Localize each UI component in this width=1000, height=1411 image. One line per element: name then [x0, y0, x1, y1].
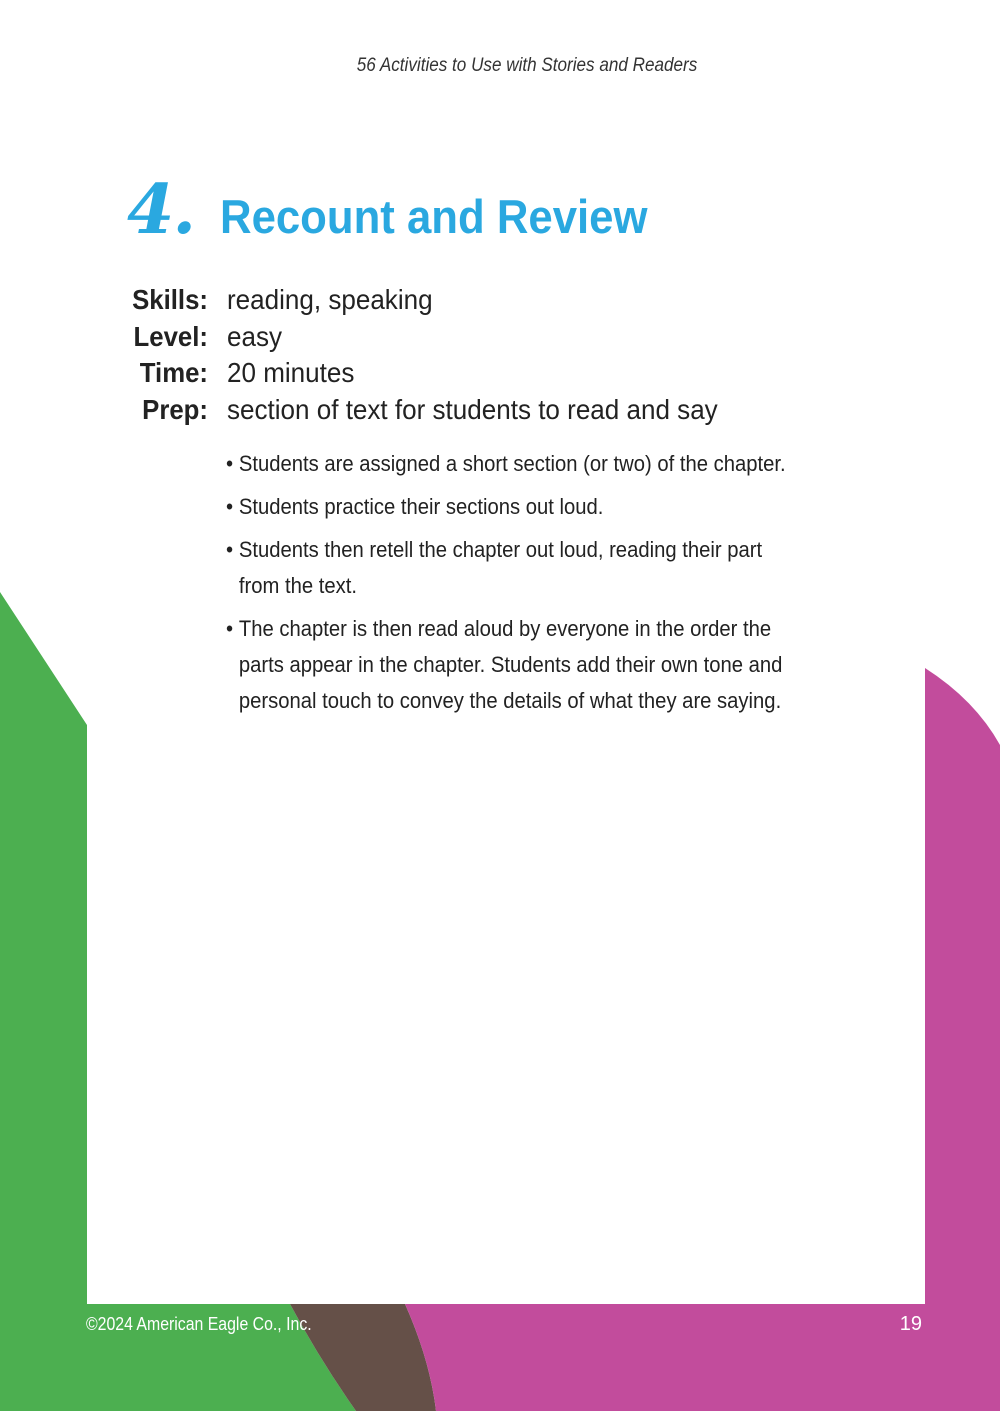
meta-label: Skills:: [132, 284, 208, 316]
magenta-shape: [405, 668, 1000, 1411]
meta-time: [100, 355, 755, 392]
meta-value: 20 minutes: [227, 357, 355, 389]
activity-meta: [100, 282, 755, 428]
list-item: • Students then retell the chapter out loud, reading their part from the text.: [226, 532, 815, 604]
list-item: • Students are assigned a short section (or two) of the chapter.: [226, 446, 815, 482]
meta-label: Time:: [139, 357, 208, 389]
bullet-icon: •: [226, 537, 234, 562]
bullet-icon: •: [226, 494, 234, 519]
activity-number: 4.: [127, 170, 194, 250]
list-item: • The chapter is then read aloud by everyone in the order the parts appear in the chapter. Students add their own tone and personal touch to convey the details of what they are saying.: [226, 611, 815, 719]
activity-heading: [127, 170, 680, 250]
copyright: ©2024 American Eagle Co., Inc.: [86, 1314, 312, 1334]
bullet-icon: •: [226, 616, 234, 641]
meta-value: reading, speaking: [227, 284, 433, 316]
meta-label: Level:: [133, 320, 208, 352]
running-head: 56 Activities to Use with Stories and Readers: [356, 55, 698, 76]
page-number: 19: [899, 1313, 922, 1335]
meta-value: easy: [227, 320, 283, 352]
activity-title: Recount and Review: [220, 190, 648, 243]
meta-value: section of text for students to read and say: [227, 393, 718, 425]
bullet-icon: •: [226, 451, 234, 476]
meta-level: [100, 319, 755, 356]
list-item: • Students practice their sections out loud.: [226, 489, 815, 525]
instruction-list: [226, 446, 866, 726]
meta-label: Prep:: [142, 393, 208, 425]
meta-prep: [100, 392, 755, 429]
meta-skills: [100, 282, 755, 319]
